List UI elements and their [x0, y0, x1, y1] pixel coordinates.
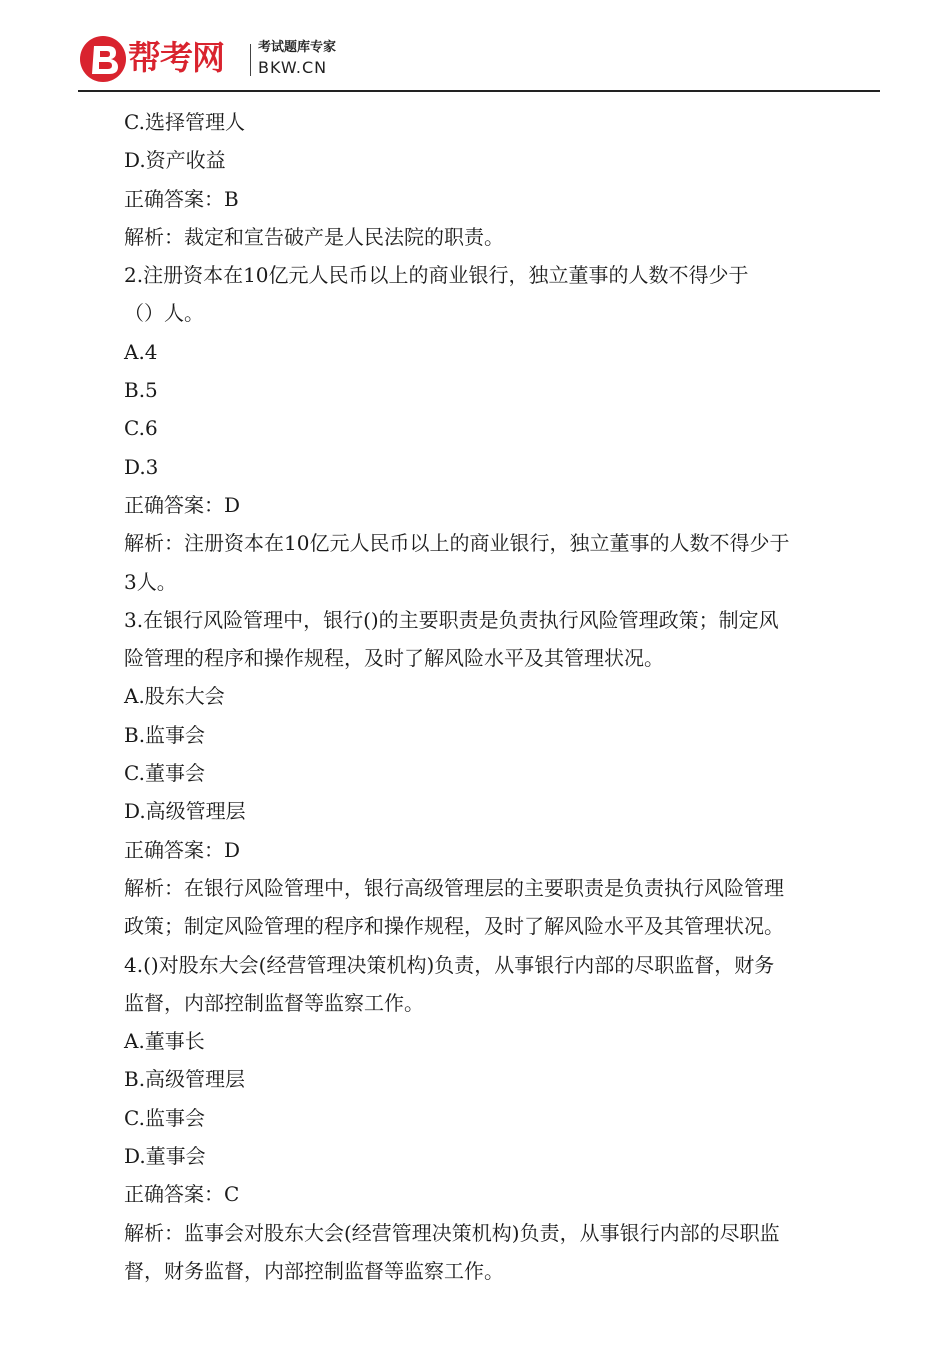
option-a: A.4 — [124, 339, 158, 364]
option-c: C.监事会 — [124, 1105, 205, 1130]
question-3: 3.在银行风险管理中，银行()的主要职责是负责执行风险管理政策；制定风 — [124, 607, 779, 632]
correct-answer: 正确答案：B — [124, 186, 239, 211]
option-b: B.监事会 — [124, 722, 206, 747]
option-d: D.资产收益 — [124, 148, 226, 173]
explanation-cont: 督，财务监督，内部控制监督等监察工作。 — [124, 1258, 504, 1283]
explanation-cont: 3人。 — [124, 569, 177, 594]
explanation-cont: 政策；制定风险管理的程序和操作规程，及时了解风险水平及其管理状况。 — [124, 914, 784, 939]
explanation: 解析：在银行风险管理中，银行高级管理层的主要职责是负责执行风险管理 — [124, 875, 784, 900]
option-c: C.董事会 — [124, 761, 205, 786]
option-a: A.股东大会 — [124, 684, 225, 709]
logo-divider — [250, 44, 251, 76]
explanation: 解析：裁定和宣告破产是人民法院的职责。 — [124, 224, 504, 249]
option-a: A.董事长 — [124, 1029, 205, 1054]
bkw-logo-icon — [78, 34, 128, 84]
correct-answer: 正确答案：D — [124, 837, 241, 862]
correct-answer: 正确答案：C — [124, 1182, 240, 1207]
option-d: D.3 — [124, 454, 159, 479]
question-4-cont: 监督，内部控制监督等监察工作。 — [124, 990, 424, 1015]
header-rule — [78, 90, 880, 92]
correct-answer: 正确答案：D — [124, 492, 241, 517]
brand-domain: BKW.CN — [258, 58, 328, 77]
option-d: D.董事会 — [124, 1144, 206, 1169]
brand-tagline: 考试题库专家 — [258, 40, 337, 55]
question-3-cont: 险管理的程序和操作规程，及时了解风险水平及其管理状况。 — [124, 646, 664, 671]
explanation: 解析：注册资本在10亿元人民币以上的商业银行，独立董事的人数不得少于 — [124, 531, 790, 556]
explanation: 解析：监事会对股东大会(经营管理决策机构)负责，从事银行内部的尽职监 — [124, 1220, 780, 1245]
option-c: C.6 — [124, 416, 158, 441]
option-d: D.高级管理层 — [124, 799, 246, 824]
question-2-cont: （）人。 — [124, 301, 204, 326]
option-b: B.5 — [124, 378, 158, 403]
brand-name: 帮考网 — [128, 38, 224, 77]
question-2: 2.注册资本在10亿元人民币以上的商业银行，独立董事的人数不得少于 — [124, 263, 749, 288]
option-b: B.高级管理层 — [124, 1067, 246, 1092]
option-c: C.选择管理人 — [124, 110, 245, 134]
question-4: 4.()对股东大会(经营管理决策机构)负责，从事银行内部的尽职监督，财务 — [124, 952, 775, 977]
document-body — [124, 103, 864, 1290]
page-header — [0, 0, 950, 92]
